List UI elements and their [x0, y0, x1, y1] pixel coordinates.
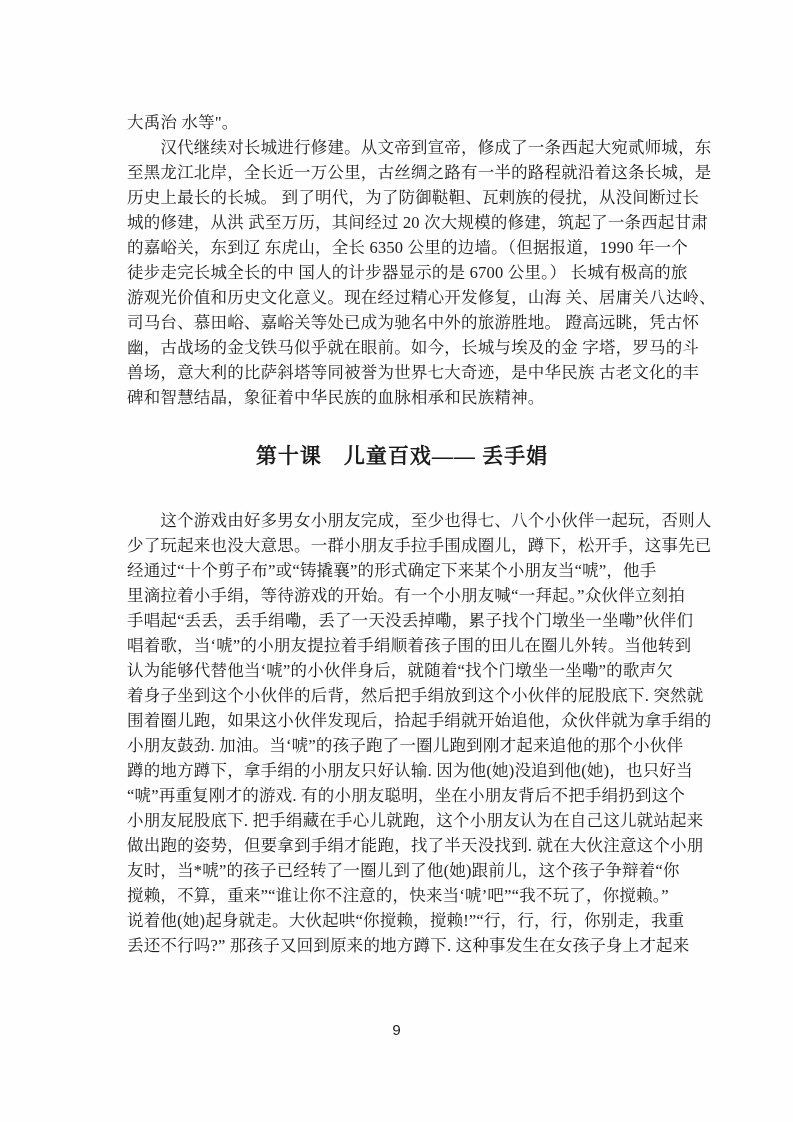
text-content — [127, 110, 716, 958]
text-line: 着身子坐到这个小伙伴的后背，然后把手绢放到这个小伙伴的屁股底下. 突然就 — [127, 686, 704, 705]
text-line: “唬”再重复刚才的游戏. 有的小朋友聪明，坐在小朋友背后不把手绢扔到这个 — [127, 786, 686, 805]
text-line: 里滴拉着小手绢，等待游戏的开始。有一个小朋友喊“一拜起。”众伙伴立刻拍 — [127, 586, 685, 605]
text-line: 做出跑的姿势，但要拿到手绢才能跑，找了半天没找到. 就在大伙注意这个小朋 — [127, 836, 704, 855]
text-line: 蹲的地方蹲下，拿手绢的小朋友只好认输. 因为他(她)没追到他(她)，也只好当 — [127, 761, 693, 780]
text-line: 汉代继续对长城进行修建。从文帝到宣帝，修成了一条西起大宛贰师城，东 — [127, 138, 712, 157]
text-line: 大禹治 水等"。 — [127, 113, 239, 132]
text-line: 经通过“十个剪子布”或“铸撬襄”的形式确定下来某个小朋友当“唬”，他手 — [127, 561, 657, 580]
text-line: 幽，古战场的金戈铁马似乎就在眼前。如今，长城与埃及的金 字塔，罗马的斗 — [127, 338, 700, 357]
text-line: 历史上最长的长城。 到了明代，为了防御鞑靼、瓦剌族的侵扰，从没间断过长 — [127, 188, 700, 207]
text-line: 至黑龙江北岸，全长近一万公里，古丝绸之路有一半的路程就沿着这条长城，是 — [127, 163, 712, 182]
text-line: 城的修建，从洪 武至万历，其间经过 20 次大规模的修建，筑起了一条西起甘肃 — [127, 213, 708, 232]
text-line: 游观光价值和历史文化意义。现在经过精心开发修复，山海 关、居庸关八达岭、 — [127, 288, 716, 307]
text-line: 碑和智慧结晶，象征着中华民族的血脉相承和民族精神。 — [127, 388, 545, 407]
text-line: 围着圈儿跑，如果这小伙伴发现后，拾起手绢就开始追他，众伙伴就为拿手绢的 — [127, 711, 712, 730]
text-line: 兽场，意大利的比萨斜塔等同被誉为世界七大奇迹，是中华民族 古老文化的丰 — [127, 363, 700, 382]
text-line: 认为能够代替他当‘唬”的小伙伴身后，就随着“找个门墩坐一坐嘞”的歌声欠 — [127, 661, 673, 680]
text-line: 这个游戏由好多男女小朋友完成，至少也得七、八个小伙伴一起玩，否则人 — [127, 511, 712, 530]
page-number: 9 — [392, 1022, 401, 1039]
text-line: 说着他(她)起身就走。大伙起哄“你搅赖，搅赖!”“行，行，行，你别走，我重 — [127, 911, 685, 930]
text-line: 丢还不行吗?” 那孩子又回到原来的地方蹲下. 这种事发生在女孩子身上才起来 — [127, 936, 690, 955]
paragraph-tail — [127, 110, 677, 135]
text-line: 的嘉峪关，东到辽 东虎山，全长 6350 公里的边墙。（但据报道，1990 年一个 — [127, 238, 688, 257]
paragraph-game — [127, 508, 712, 958]
text-line: 搅赖，不算，重来”“谁让你不注意的，快来当‘唬’吧”“我不玩了，你搅赖。” — [127, 886, 669, 905]
paragraph-great-wall — [127, 135, 716, 410]
text-line: 少了玩起来也没大意思。一群小朋友手拉手围成圈儿，蹲下，松开手，这事先已 — [127, 536, 712, 555]
text-line: 唱着歌，当‘唬”的小朋友提拉着手绢顺着孩子围的田儿在圈儿外转。当他转到 — [127, 636, 692, 655]
text-line: 小朋友屁股底下. 把手绢藏在手心儿就跑，这个小朋友认为在自己这儿就站起来 — [127, 811, 704, 830]
text-line: 友时，当*唬”的孩子已经转了一圈儿到了他(她)跟前儿，这个孩子争辩着“你 — [127, 861, 680, 880]
text-line: 小朋友鼓劲. 加油。当‘唬”的孩子跑了一圈儿跑到刚才起来追他的那个小伙伴 — [127, 736, 684, 755]
text-line: 徒步走完长城全长的中 国人的计步器显示的是 6700 公里。） 长城有极高的旅 — [127, 263, 688, 282]
lesson-heading: 第十课 儿童百戏—— 丢手娟 — [255, 444, 549, 468]
text-line: 司马台、慕田峪、嘉峪关等处已成为驰名中外的旅游胜地。 蹬高远眺，凭古怀 — [127, 313, 700, 332]
text-line: 手唱起“丢丢，丢手绢嘞，丢了一天没丢掉嘞，累子找个门墩坐一坐嘞”伙伴们 — [127, 611, 694, 630]
